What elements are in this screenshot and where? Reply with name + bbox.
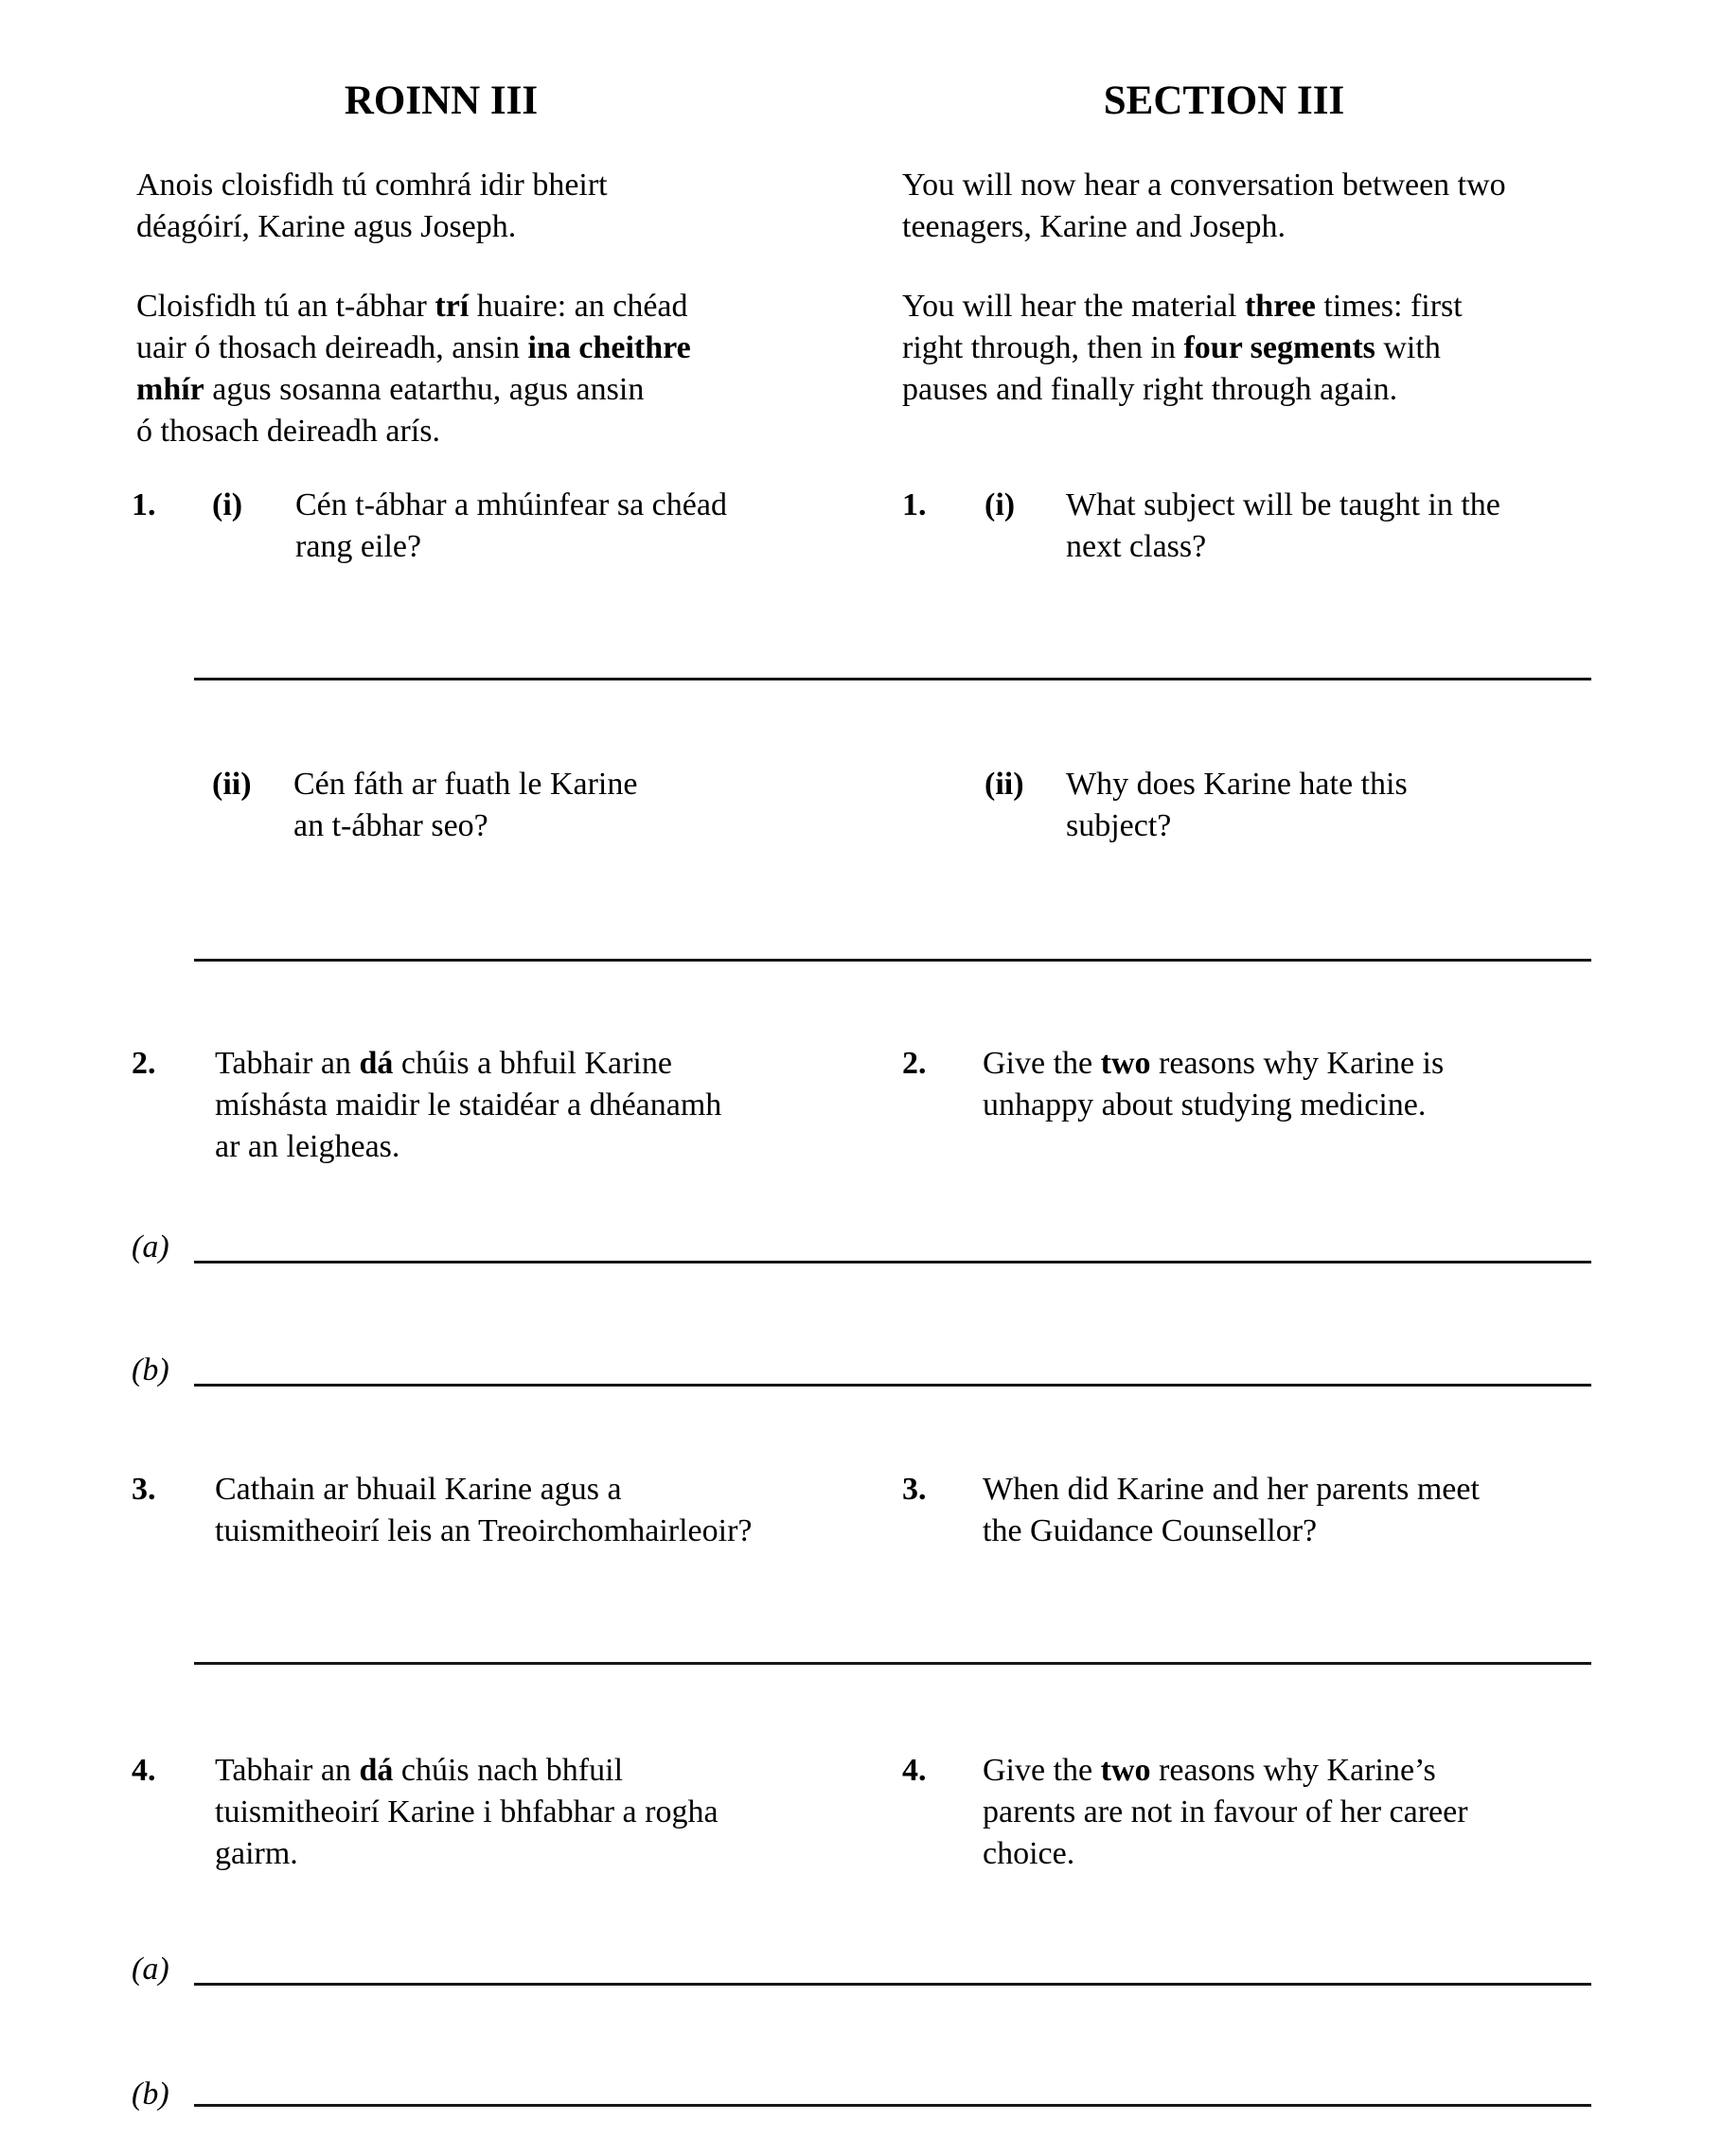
q4-number-irish: 4. bbox=[132, 1753, 156, 1788]
answer-line-q4a bbox=[194, 1983, 1591, 1986]
answer-line-q2a bbox=[194, 1261, 1591, 1264]
intro-paragraph-1-irish: Anois cloisfidh tú comhrá idir bheirt déagóirí, Karine agus Joseph. bbox=[136, 168, 608, 244]
answer-label-b-q4: (b) bbox=[132, 2076, 169, 2112]
q3-number-english: 3. bbox=[902, 1472, 927, 1507]
answer-line-q1i bbox=[194, 678, 1591, 680]
q3-number-irish: 3. bbox=[132, 1472, 156, 1507]
q2-number-english: 2. bbox=[902, 1046, 927, 1081]
answer-line-q4b bbox=[194, 2104, 1591, 2107]
answer-label-a-q2: (a) bbox=[132, 1229, 169, 1264]
intro-paragraph-1-english: You will now hear a conversation between two teenagers, Karine and Joseph. bbox=[902, 168, 1506, 244]
q1ii-text-english: Why does Karine hate this subject? bbox=[1066, 767, 1408, 843]
answer-label-b-q2: (b) bbox=[132, 1352, 169, 1387]
q1ii-label-english: (ii) bbox=[985, 767, 1024, 802]
q1ii-text-irish: Cén fáth ar fuath le Karine an t-ábhar seo? bbox=[293, 767, 638, 843]
q1-number-english: 1. bbox=[902, 487, 927, 522]
q1i-label-english: (i) bbox=[985, 487, 1016, 522]
answer-line-q3 bbox=[194, 1662, 1591, 1665]
q4-number-english: 4. bbox=[902, 1753, 927, 1788]
intro-paragraph-2-irish: Cloisfidh tú an t-ábhar trí huaire: an chéad uair ó thosach deireadh, ansin ina cheithre mhír agus sosanna eatarthu, agus ansin ó thosach deireadh arís. bbox=[136, 289, 691, 449]
q3-text-irish: Cathain ar bhuail Karine agus a tuismitheoirí leis an Treoirchomhairleoir? bbox=[215, 1472, 753, 1548]
q1i-text-english: What subject will be taught in the next class? bbox=[1066, 487, 1500, 564]
q3-text-english: When did Karine and her parents meet the Guidance Counsellor? bbox=[983, 1472, 1480, 1548]
q1i-text-irish: Cén t-ábhar a mhúinfear sa chéad rang eile? bbox=[295, 487, 727, 564]
answer-label-a-q4: (a) bbox=[132, 1952, 169, 1987]
q4-text-english: Give the two reasons why Karine’s parents are not in favour of her career choice. bbox=[983, 1753, 1468, 1871]
intro-paragraph-2-english: You will hear the material three times: first right through, then in four segments with pauses and finally right through again. bbox=[902, 289, 1463, 407]
q2-text-irish: Tabhair an dá chúis a bhfuil Karine míshásta maidir le staidéar a dhéanamh ar an leigheas. bbox=[215, 1046, 722, 1164]
answer-line-q1ii bbox=[194, 959, 1591, 962]
q2-text-english: Give the two reasons why Karine is unhappy about studying medicine. bbox=[983, 1046, 1445, 1122]
section-heading-english: SECTION III bbox=[1103, 79, 1345, 123]
q1-number-irish: 1. bbox=[132, 487, 156, 522]
q4-text-irish: Tabhair an dá chúis nach bhfuil tuismitheoirí Karine i bhfabhar a rogha gairm. bbox=[215, 1753, 719, 1871]
q2-number-irish: 2. bbox=[132, 1046, 156, 1081]
section-heading-irish: ROINN III bbox=[344, 79, 539, 123]
q1ii-label-irish: (ii) bbox=[212, 767, 252, 802]
q1i-label-irish: (i) bbox=[212, 487, 243, 522]
answer-line-q2b bbox=[194, 1384, 1591, 1387]
